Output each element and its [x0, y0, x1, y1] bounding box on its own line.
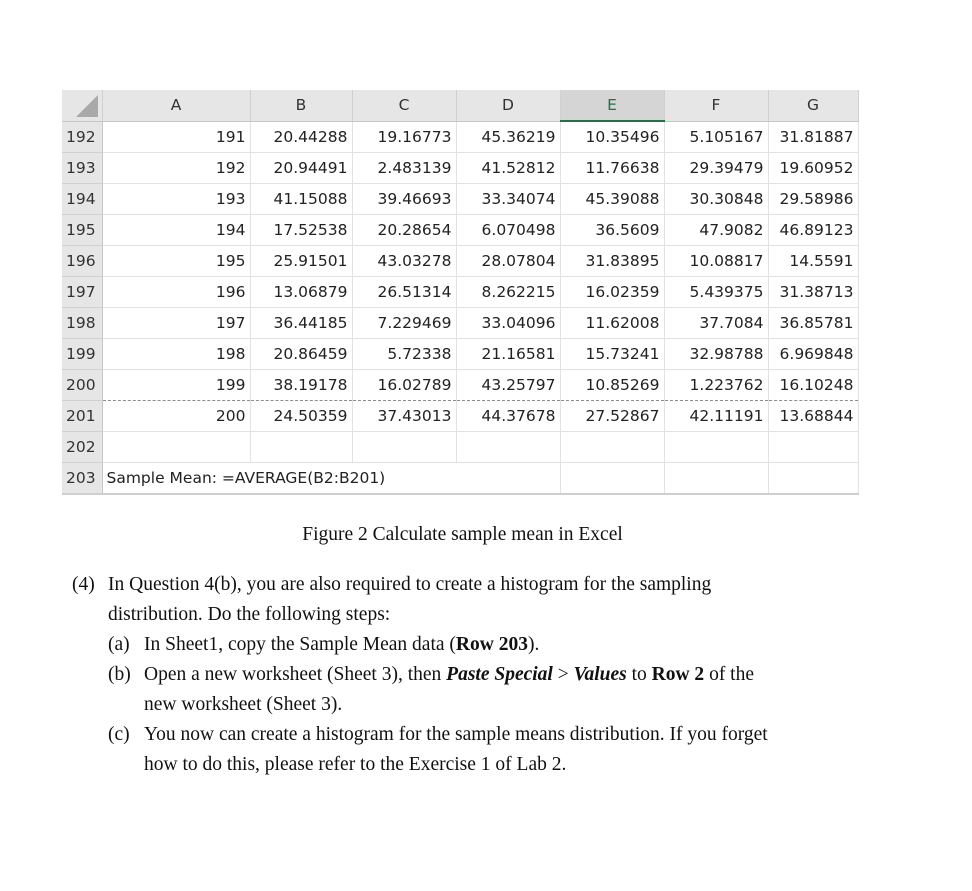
cell-d[interactable]: 33.34074: [456, 184, 560, 215]
table-row: [62, 401, 858, 432]
cell-a[interactable]: 196: [102, 277, 250, 308]
cell-d[interactable]: 45.36219: [456, 121, 560, 153]
step-a-label: (a): [108, 634, 130, 655]
cell-f[interactable]: 5.439375: [664, 277, 768, 308]
cell-b[interactable]: 20.86459: [250, 339, 352, 370]
cell-b[interactable]: 25.91501: [250, 246, 352, 277]
cell-f[interactable]: 29.39479: [664, 153, 768, 184]
cell-f[interactable]: 10.08817: [664, 246, 768, 277]
cell-f[interactable]: 42.11191: [664, 401, 768, 432]
cell-b[interactable]: 38.19178: [250, 370, 352, 401]
cell-f[interactable]: 37.7084: [664, 308, 768, 339]
cell-g[interactable]: 16.10248: [768, 370, 858, 401]
step-b: [72, 660, 912, 690]
cell-c[interactable]: 37.43013: [352, 401, 456, 432]
row-header[interactable]: 196: [62, 246, 102, 277]
cell-b[interactable]: 13.06879: [250, 277, 352, 308]
cell-d[interactable]: 43.25797: [456, 370, 560, 401]
cell-g[interactable]: [768, 432, 858, 463]
step-b-text2: >: [552, 664, 574, 685]
step-c: [72, 720, 912, 750]
table-row: [62, 121, 858, 153]
row-header[interactable]: 192: [62, 121, 102, 153]
select-all-triangle-icon: [76, 95, 98, 117]
cell-g[interactable]: 31.38713: [768, 277, 858, 308]
figure-caption: Figure 2 Calculate sample mean in Excel: [302, 524, 623, 545]
cell-f[interactable]: [664, 463, 768, 495]
cell-a[interactable]: 195: [102, 246, 250, 277]
step-c-line2: how to do this, please refer to the Exercise 1 of Lab 2.: [144, 754, 567, 775]
cell-c[interactable]: 16.02789: [352, 370, 456, 401]
cell-d[interactable]: 28.07804: [456, 246, 560, 277]
table-row-empty: [62, 432, 858, 463]
row-header[interactable]: 202: [62, 432, 102, 463]
cell-f[interactable]: 47.9082: [664, 215, 768, 246]
cell-g[interactable]: 36.85781: [768, 308, 858, 339]
cell-f[interactable]: [664, 432, 768, 463]
cell-b[interactable]: [250, 432, 352, 463]
cell-a[interactable]: [102, 432, 250, 463]
cell-f[interactable]: 32.98788: [664, 339, 768, 370]
step-b-values: Values: [573, 664, 627, 685]
cell-c[interactable]: 19.16773: [352, 121, 456, 153]
cell-d[interactable]: 8.262215: [456, 277, 560, 308]
cell-d[interactable]: 6.070498: [456, 215, 560, 246]
cell-b[interactable]: 41.15088: [250, 184, 352, 215]
row-header[interactable]: 194: [62, 184, 102, 215]
cell-a[interactable]: 194: [102, 215, 250, 246]
cell-e[interactable]: [560, 463, 664, 495]
question-4: [72, 570, 912, 780]
formula-cell[interactable]: Sample Mean: =AVERAGE(B2:B201): [102, 463, 560, 495]
step-a-bold: Row 203: [455, 634, 528, 655]
step-b-label: (b): [108, 664, 131, 685]
column-header-b[interactable]: B: [250, 90, 352, 121]
cell-d[interactable]: 41.52812: [456, 153, 560, 184]
cell-f[interactable]: 5.105167: [664, 121, 768, 153]
step-c-line1: You now can create a histogram for the sample means distribution. If you forget: [144, 724, 768, 745]
question-number: (4): [72, 574, 95, 595]
column-header-e[interactable]: E: [560, 90, 664, 121]
cell-c[interactable]: 20.28654: [352, 215, 456, 246]
step-b-paste-special: Paste Special: [446, 664, 553, 685]
cell-c[interactable]: 5.72338: [352, 339, 456, 370]
table-row: [62, 370, 858, 401]
cell-c[interactable]: 2.483139: [352, 153, 456, 184]
table-row: [62, 277, 858, 308]
cell-a[interactable]: 193: [102, 184, 250, 215]
question-intro: [72, 570, 912, 600]
cell-g[interactable]: 29.58986: [768, 184, 858, 215]
table-row-formula: [62, 463, 858, 495]
step-a: [72, 630, 912, 660]
cell-e[interactable]: [560, 432, 664, 463]
cell-f[interactable]: 1.223762: [664, 370, 768, 401]
column-header-g[interactable]: G: [768, 90, 858, 121]
column-header-f[interactable]: F: [664, 90, 768, 121]
step-c-label: (c): [108, 724, 130, 745]
row-header[interactable]: 199: [62, 339, 102, 370]
step-b-text3: to: [626, 664, 652, 685]
cell-e[interactable]: 31.83895: [560, 246, 664, 277]
cell-g[interactable]: 46.89123: [768, 215, 858, 246]
spreadsheet-grid: [62, 90, 859, 495]
step-b-text4: of the: [704, 664, 755, 685]
cell-a[interactable]: 192: [102, 153, 250, 184]
table-row: [62, 184, 858, 215]
cell-a[interactable]: 198: [102, 339, 250, 370]
cell-c[interactable]: 26.51314: [352, 277, 456, 308]
table-row: [62, 339, 858, 370]
cell-e[interactable]: 27.52867: [560, 401, 664, 432]
cell-e[interactable]: 16.02359: [560, 277, 664, 308]
cell-b[interactable]: 36.44185: [250, 308, 352, 339]
cell-a[interactable]: 191: [102, 121, 250, 153]
cell-b[interactable]: 20.44288: [250, 121, 352, 153]
cell-c[interactable]: 43.03278: [352, 246, 456, 277]
row-header[interactable]: 197: [62, 277, 102, 308]
cell-e[interactable]: 10.85269: [560, 370, 664, 401]
column-header-row: [62, 90, 858, 121]
cell-d[interactable]: 21.16581: [456, 339, 560, 370]
row-header[interactable]: 203: [62, 463, 102, 495]
cell-e[interactable]: 11.62008: [560, 308, 664, 339]
step-b-line2: new worksheet (Sheet 3).: [144, 694, 343, 715]
cell-g[interactable]: 14.5591: [768, 246, 858, 277]
step-a-text2: ).: [527, 634, 540, 655]
table-row: [62, 308, 858, 339]
cell-g[interactable]: 19.60952: [768, 153, 858, 184]
cell-e[interactable]: 45.39088: [560, 184, 664, 215]
column-header-d[interactable]: D: [456, 90, 560, 121]
cell-c[interactable]: 39.46693: [352, 184, 456, 215]
cell-a[interactable]: 200: [102, 401, 250, 432]
cell-e[interactable]: 10.35496: [560, 121, 664, 153]
row-header[interactable]: 198: [62, 308, 102, 339]
cell-c[interactable]: 7.229469: [352, 308, 456, 339]
step-a-text1: In Sheet1, copy the Sample Mean data (: [144, 634, 456, 655]
select-all-corner[interactable]: [62, 90, 102, 121]
cell-d[interactable]: 33.04096: [456, 308, 560, 339]
table-row: [62, 246, 858, 277]
row-header[interactable]: 201: [62, 401, 102, 432]
row-header[interactable]: 195: [62, 215, 102, 246]
cell-d[interactable]: 44.37678: [456, 401, 560, 432]
cell-e[interactable]: 15.73241: [560, 339, 664, 370]
cell-e[interactable]: 36.5609: [560, 215, 664, 246]
question-intro-line2: distribution. Do the following steps:: [108, 604, 391, 625]
cell-g[interactable]: [768, 463, 858, 495]
cell-f[interactable]: 30.30848: [664, 184, 768, 215]
cell-b[interactable]: 17.52538: [250, 215, 352, 246]
cell-d[interactable]: [456, 432, 560, 463]
cell-b[interactable]: 24.50359: [250, 401, 352, 432]
row-header[interactable]: 193: [62, 153, 102, 184]
table-row: [62, 153, 858, 184]
cell-g[interactable]: 6.969848: [768, 339, 858, 370]
cell-g[interactable]: 13.68844: [768, 401, 858, 432]
cell-a[interactable]: 197: [102, 308, 250, 339]
cell-g[interactable]: 31.81887: [768, 121, 858, 153]
cell-e[interactable]: 11.76638: [560, 153, 664, 184]
cell-a[interactable]: 199: [102, 370, 250, 401]
question-intro-line1: In Question 4(b), you are also required to create a histogram for the sampling: [108, 574, 712, 595]
column-header-c[interactable]: C: [352, 90, 456, 121]
row-header[interactable]: 200: [62, 370, 102, 401]
step-b-text1: Open a new worksheet (Sheet 3), then: [144, 664, 447, 685]
table-row: [62, 215, 858, 246]
cell-b[interactable]: 20.94491: [250, 153, 352, 184]
column-header-a[interactable]: A: [102, 90, 250, 121]
step-b-row2: Row 2: [651, 664, 705, 685]
cell-c[interactable]: [352, 432, 456, 463]
